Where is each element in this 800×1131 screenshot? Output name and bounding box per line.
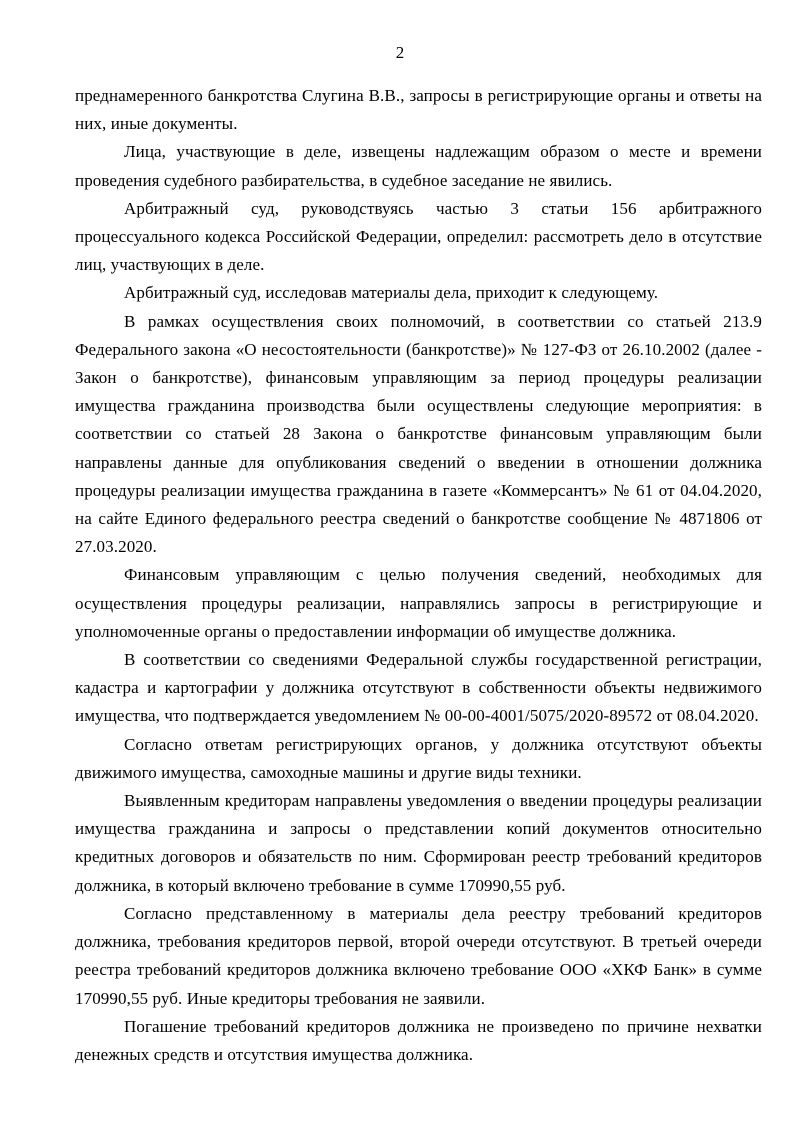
page-number: 2 [395, 43, 405, 62]
paragraph: В рамках осуществления своих полномочий, в соответствии со статьей 213.9 Федерального закона «О несостоятельности (банкротстве)» № 127-ФЗ от 26.10.2002 (далее - Закон о банкротстве), финансовым управляющим за период процедуры реализации имущества гражданина производства были осуществлены следующие мероприятия: в соответствии со статьей 28 Закона о банкротстве финансовым управляющим были направлены данные для опубликования сведений о введении в отношении должника процедуры реализации имущества гражданина в газете «Коммерсантъ» № 61 от 04.04.2020, на сайте Единого федерального реестра сведений о банкротстве сообщение № 4871806 от 27.03.2020. [75, 311, 762, 557]
paragraph: В соответствии со сведениями Федеральной службы государственной регистрации, кадастра и картографии у должника отсутствуют в собственности объекты недвижимого имущества, что подтверждается уведомлением № 00-00-4001/5075/2020-89572 от 08.04.2020. [75, 650, 762, 726]
paragraph: Выявленным кредиторам направлены уведомления о введении процедуры реализации имущества гражданина и запросы о представлении копий документов относительно кредитных договоров и обязательств по ним. Сформирован реестр требований кредиторов должника, в который включено требование в сумме 170990,55 руб. [75, 791, 762, 895]
paragraph: Согласно ответам регистрирующих органов, у должника отсутствуют объекты движимого имущества, самоходные машины и другие виды техники. [75, 734, 762, 782]
paragraph: Арбитражный суд, исследовав материалы дела, приходит к следующему. [124, 283, 659, 303]
paragraph: Арбитражный суд, руководствуясь частью 3 статьи 156 арбитражного процессуального кодекса Российской Федерации, определил: рассмотреть дело в отсутствие лиц, участвующих в деле. [75, 198, 762, 275]
paragraph: Погашение требований кредиторов должника не произведено по причине нехватки денежных средств и отсутствия имущества должника. [75, 1016, 762, 1064]
paragraph: преднамеренного банкротства Слугина В.В., запросы в регистрирующие органы и ответы на них, иные документы. [75, 86, 762, 134]
document-body [75, 82, 762, 1069]
paragraph: Лица, участвующие в деле, извещены надлежащим образом о месте и времени проведения судебного разбирательства, в судебное заседание не явились. [75, 142, 762, 190]
paragraph: Финансовым управляющим с целью получения сведений, необходимых для осуществления процедуры реализации, направлялись запросы в регистрирующие и уполномоченные органы о предоставлении информации об имуществе должника. [75, 565, 762, 641]
paragraph: Согласно представленному в материалы дела реестру требований кредиторов должника, требования кредиторов первой, второй очереди отсутствуют. В третьей очереди реестра требований кредиторов должника включено требование ООО «ХКФ Банк» в сумме 170990,55 руб. Иные кредиторы требования не заявили. [75, 903, 762, 1008]
